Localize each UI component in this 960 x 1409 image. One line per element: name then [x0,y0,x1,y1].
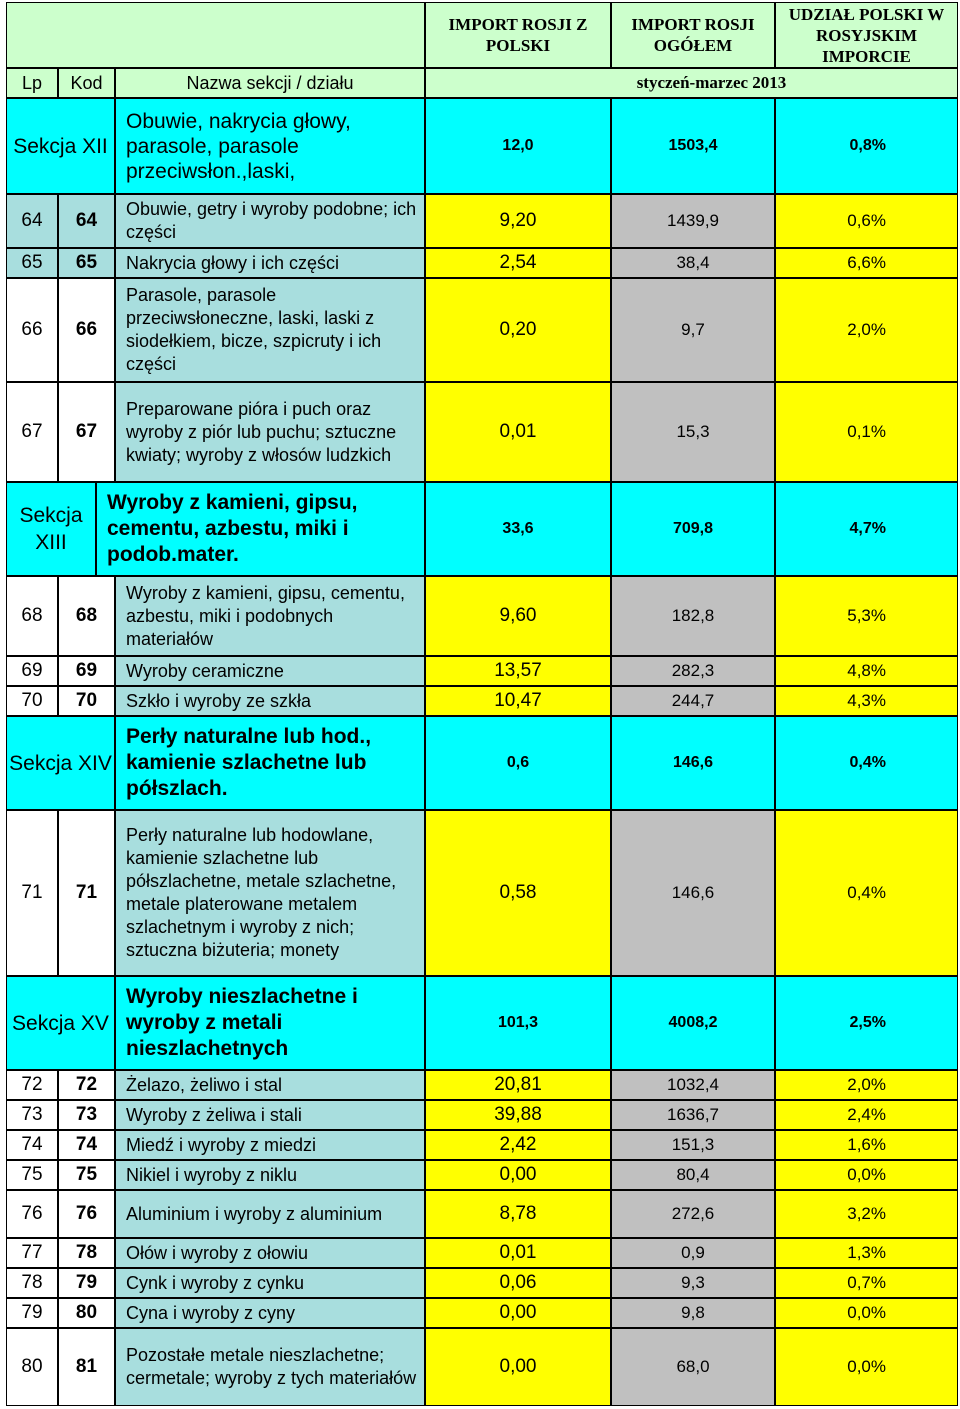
row-kod: 71 [58,810,115,976]
row-lp: 69 [6,656,58,686]
row-name: Wyroby ceramiczne [115,656,425,686]
row-lp: 70 [6,686,58,716]
row-kod: 72 [58,1070,115,1100]
row-import-pl: 0,00 [425,1298,611,1328]
row-lp: 75 [6,1160,58,1190]
row-kod: 69 [58,656,115,686]
row-import-pl: 0,06 [425,1268,611,1298]
row-lp: 67 [6,382,58,482]
row-import-pl: 13,57 [425,656,611,686]
row-import-total: 282,3 [611,656,775,686]
row-name: Cynk i wyroby z cynku [115,1268,425,1298]
row-kod: 74 [58,1130,115,1160]
table-row [6,1328,958,1406]
row-import-total: 1439,9 [611,194,775,248]
row-lp: 78 [6,1268,58,1298]
row-kod: 64 [58,194,115,248]
row-import-pl: 2,42 [425,1130,611,1160]
row-lp: 65 [6,248,58,278]
row-import-total: 1503,4 [611,98,775,194]
row-kod: 75 [58,1160,115,1190]
row-import-total: 272,6 [611,1190,775,1238]
row-import-pl: 0,6 [425,716,611,810]
table-row [6,716,958,810]
table-row [6,656,958,686]
table-header [6,2,958,98]
header-name: Nazwa sekcji / działu [115,68,425,98]
header-lp: Lp [6,68,58,98]
row-share: 3,2% [775,1190,958,1238]
row-import-total: 80,4 [611,1160,775,1190]
table-row [6,382,958,482]
row-share: 0,0% [775,1160,958,1190]
row-section-label: Sekcja XII [6,98,115,194]
row-share: 6,6% [775,248,958,278]
row-kod: 76 [58,1190,115,1238]
table-row [6,1238,958,1268]
table-row [6,482,958,576]
row-section-label: Sekcja XIII [6,482,96,576]
row-name: Obuwie, getry i wyroby podobne; ich części [115,194,425,248]
row-lp: 79 [6,1298,58,1328]
row-import-total: 4008,2 [611,976,775,1070]
row-import-total: 146,6 [611,716,775,810]
row-section-label: Sekcja XIV [6,716,115,810]
header-share: UDZIAŁ POLSKI W ROSYJSKIM IMPORCIE [775,2,958,68]
row-import-total: 38,4 [611,248,775,278]
header-import-total: IMPORT ROSJI OGÓŁEM [611,2,775,68]
row-name: Obuwie, nakrycia głowy, parasole, parasole przeciwsłon.,laski, [115,98,425,194]
row-import-total: 9,7 [611,278,775,382]
row-import-total: 151,3 [611,1130,775,1160]
row-import-total: 182,8 [611,576,775,656]
row-name: Nikiel i wyroby z niklu [115,1160,425,1190]
row-import-total: 68,0 [611,1328,775,1406]
row-import-pl: 0,01 [425,382,611,482]
row-name: Aluminium i wyroby z aluminium [115,1190,425,1238]
row-kod: 65 [58,248,115,278]
row-kod: 66 [58,278,115,382]
row-import-pl: 0,00 [425,1160,611,1190]
row-kod: 79 [58,1268,115,1298]
row-share: 0,4% [775,810,958,976]
row-import-total: 1636,7 [611,1100,775,1130]
row-share: 2,0% [775,278,958,382]
row-lp: 74 [6,1130,58,1160]
row-share: 0,0% [775,1328,958,1406]
row-import-total: 244,7 [611,686,775,716]
row-kod: 78 [58,1238,115,1268]
row-share: 4,8% [775,656,958,686]
row-lp: 64 [6,194,58,248]
row-name: Cyna i wyroby z cyny [115,1298,425,1328]
row-name: Pozostałe metale nieszlachetne; cermetale; wyroby z tych materiałów [115,1328,425,1406]
row-name: Wyroby z kamieni, gipsu, cementu, azbestu, miki i podob.mater. [96,482,425,576]
row-import-total: 9,3 [611,1268,775,1298]
row-import-pl: 20,81 [425,1070,611,1100]
header-import-pl: IMPORT ROSJI Z POLSKI [425,2,611,68]
table-row [6,1130,958,1160]
table-row [6,1190,958,1238]
table-row [6,686,958,716]
row-name: Wyroby z kamieni, gipsu, cementu, azbestu, miki i podobnych materiałów [115,576,425,656]
row-lp: 71 [6,810,58,976]
header-period: styczeń-marzec 2013 [425,68,958,98]
row-import-pl: 0,20 [425,278,611,382]
row-import-pl: 8,78 [425,1190,611,1238]
row-import-total: 15,3 [611,382,775,482]
row-import-total: 0,9 [611,1238,775,1268]
row-import-pl: 39,88 [425,1100,611,1130]
row-import-total: 146,6 [611,810,775,976]
row-import-pl: 101,3 [425,976,611,1070]
row-name: Perły naturalne lub hod., kamienie szlachetne lub półszlach. [115,716,425,810]
row-import-pl: 10,47 [425,686,611,716]
row-kod: 70 [58,686,115,716]
row-kod: 81 [58,1328,115,1406]
row-share: 0,8% [775,98,958,194]
row-kod: 80 [58,1298,115,1328]
table-row [6,576,958,656]
header-kod: Kod [58,68,115,98]
row-lp: 73 [6,1100,58,1130]
row-share: 1,6% [775,1130,958,1160]
row-share: 2,5% [775,976,958,1070]
table-row [6,278,958,382]
row-share: 0,4% [775,716,958,810]
row-import-pl: 2,54 [425,248,611,278]
row-name: Żelazo, żeliwo i stal [115,1070,425,1100]
row-import-pl: 12,0 [425,98,611,194]
row-lp: 68 [6,576,58,656]
row-share: 4,3% [775,686,958,716]
table-row [6,98,958,194]
table-row [6,1070,958,1100]
row-share: 0,7% [775,1268,958,1298]
row-section-label: Sekcja XV [6,976,115,1070]
table-row [6,1160,958,1190]
row-import-pl: 0,01 [425,1238,611,1268]
row-lp: 72 [6,1070,58,1100]
row-lp: 77 [6,1238,58,1268]
table-row [6,810,958,976]
row-import-pl: 33,6 [425,482,611,576]
table-row [6,248,958,278]
row-share: 0,6% [775,194,958,248]
row-name: Wyroby nieszlachetne i wyroby z metali nieszlachetnych [115,976,425,1070]
table-row [6,1268,958,1298]
table-row [6,1100,958,1130]
row-kod: 68 [58,576,115,656]
row-share: 0,1% [775,382,958,482]
row-lp: 76 [6,1190,58,1238]
row-share: 1,3% [775,1238,958,1268]
row-share: 2,4% [775,1100,958,1130]
row-name: Miedź i wyroby z miedzi [115,1130,425,1160]
row-kod: 73 [58,1100,115,1130]
table-row [6,1298,958,1328]
row-kod: 67 [58,382,115,482]
row-lp: 66 [6,278,58,382]
row-name: Ołów i wyroby z ołowiu [115,1238,425,1268]
row-import-pl: 0,00 [425,1328,611,1406]
header-blank [6,2,425,68]
row-import-pl: 0,58 [425,810,611,976]
row-share: 2,0% [775,1070,958,1100]
row-name: Perły naturalne lub hodowlane, kamienie szlachetne lub półszlachetne, metale szlachetne, metale platerowane metalem szlachetnym i wyroby z nich; sztuczna biżuteria; monety [115,810,425,976]
row-import-pl: 9,60 [425,576,611,656]
table-row [6,194,958,248]
row-import-total: 709,8 [611,482,775,576]
row-import-total: 1032,4 [611,1070,775,1100]
row-name: Szkło i wyroby ze szkła [115,686,425,716]
row-share: 5,3% [775,576,958,656]
row-name: Preparowane pióra i puch oraz wyroby z piór lub puchu; sztuczne kwiaty; wyroby z włosów ludzkich [115,382,425,482]
table-row [6,976,958,1070]
row-lp: 80 [6,1328,58,1406]
row-name: Wyroby z żeliwa i stali [115,1100,425,1130]
row-import-pl: 9,20 [425,194,611,248]
row-import-total: 9,8 [611,1298,775,1328]
row-name: Nakrycia głowy i ich części [115,248,425,278]
row-share: 4,7% [775,482,958,576]
row-share: 0,0% [775,1298,958,1328]
row-name: Parasole, parasole przeciwsłoneczne, laski, laski z siodełkiem, bicze, szpicruty i ich części [115,278,425,382]
